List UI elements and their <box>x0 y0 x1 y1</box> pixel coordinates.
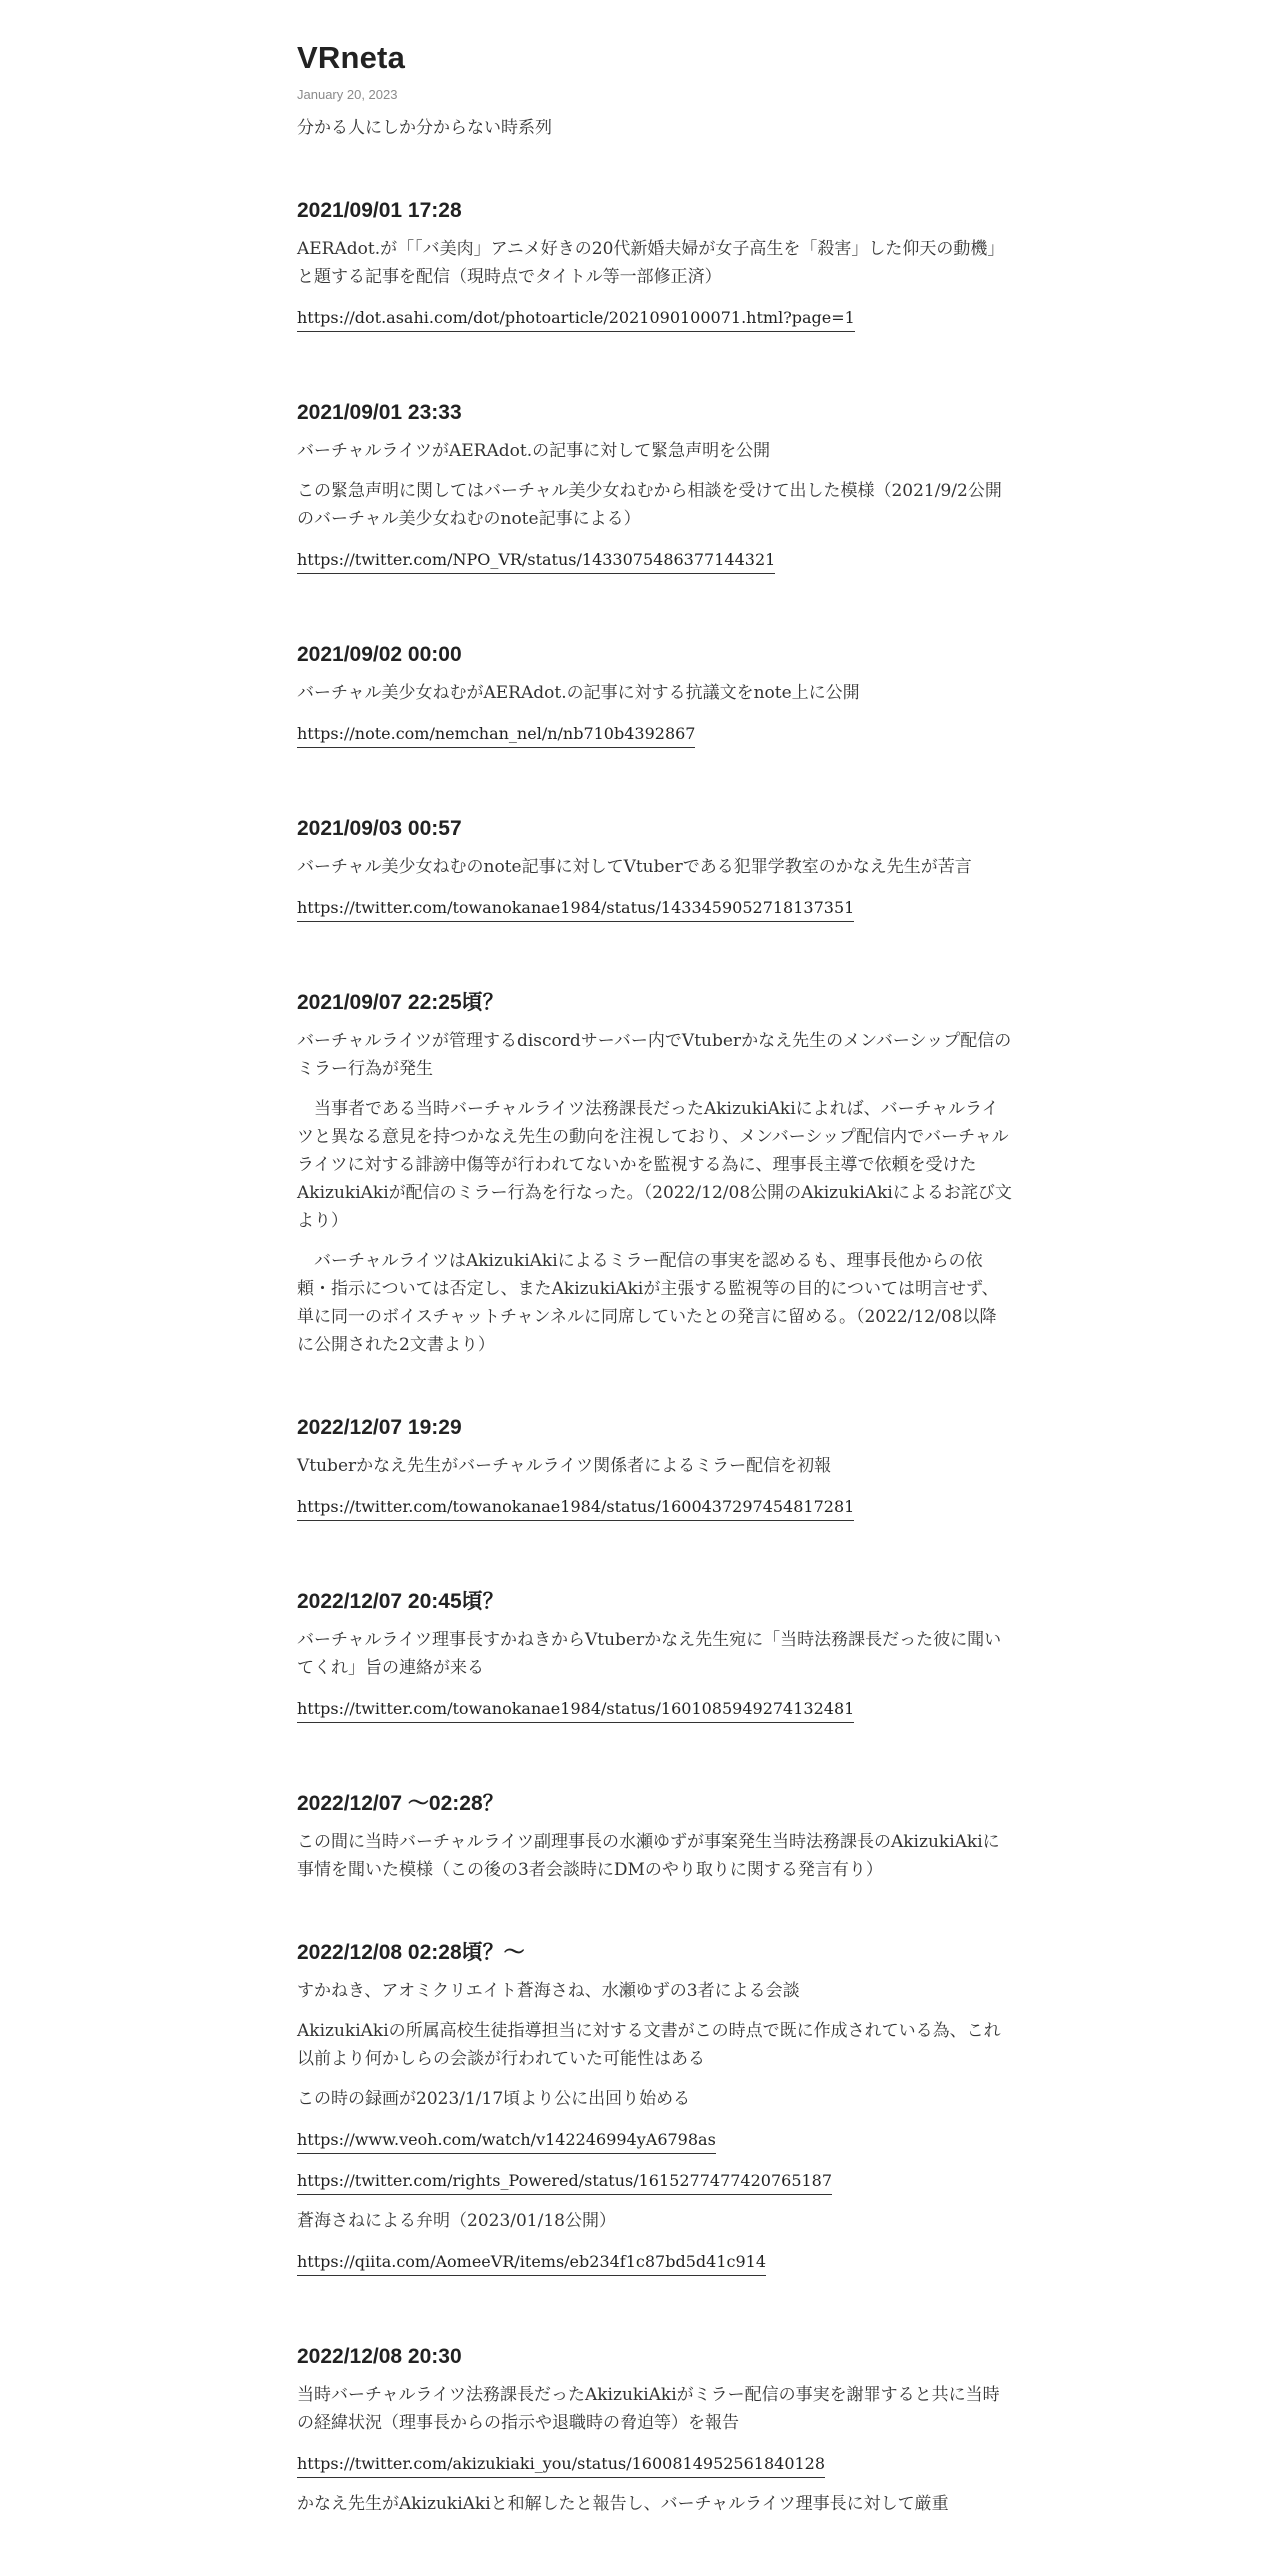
entry-text: この緊急声明に関してはバーチャル美少女ねむから相談を受けて出した模様（2021/9/2公開のバーチャル美少女ねむのnote記事による） <box>297 481 1002 529</box>
entry-heading: 2021/09/01 23:33 <box>297 401 462 424</box>
entry-text: 蒼海さねによる弁明（2023/01/18公開） <box>297 2211 616 2231</box>
source-link[interactable]: https://twitter.com/akizukiaki_you/status/1600814952561840128 <box>297 2451 825 2478</box>
source-link[interactable]: https://twitter.com/towanokanae1984/status/1601085949274132481 <box>297 1696 854 1723</box>
entry-text: すかねき、アオミクリエイト蒼海さね、水瀬ゆずの3者による会談 <box>297 1981 800 2001</box>
entry-text: バーチャルライツ理事長すかねきからVtuberかなえ先生宛に「当時法務課長だった彼に聞いてくれ」旨の連絡が来る <box>297 1630 1002 1678</box>
article <box>297 38 1013 2530</box>
post-subtitle: 分かる人にしか分からない時系列 <box>297 118 552 138</box>
entry-text: バーチャル美少女ねむのnote記事に対してVtuberである犯罪学教室のかなえ先生が苦言 <box>297 857 972 877</box>
timeline-entry <box>297 1413 1013 1533</box>
source-link[interactable]: https://twitter.com/NPO_VR/status/1433075486377144321 <box>297 547 775 574</box>
entry-text: バーチャル美少女ねむがAERAdot.の記事に対する抗議文をnote上に公開 <box>297 683 860 703</box>
timeline-entry <box>297 1789 1013 1884</box>
timeline-entry <box>297 814 1013 934</box>
source-link[interactable]: https://dot.asahi.com/dot/photoarticle/2021090100071.html?page=1 <box>297 305 855 332</box>
entry-text: バーチャルライツがAERAdot.の記事に対して緊急声明を公開 <box>297 441 771 461</box>
timeline-entry <box>297 2342 1013 2518</box>
source-link[interactable]: https://note.com/nemchan_nel/n/nb710b4392867 <box>297 721 695 748</box>
entry-text: 当事者である当時バーチャルライツ法務課長だったAkizukiAkiによれば、バーチャルライツと異なる意見を持つかなえ先生の動向を注視しており、メンバーシップ配信内でバーチャルライツに対する誹謗中傷等が行われてないかを監視する為に、理事長主導で依頼を受けたAkizukiAkiが配信のミラー行為を行なった。（2022/12/08公開のAkizukiAkiによるお詫び文より） <box>297 1099 1012 1231</box>
source-link[interactable]: https://qiita.com/AomeeVR/items/eb234f1c87bd5d41c914 <box>297 2249 766 2276</box>
entry-heading: 2022/12/08 02:28頃？～ <box>297 1941 525 1964</box>
entry-heading: 2021/09/07 22:25頃？ <box>297 991 504 1014</box>
entry-heading: 2021/09/03 00:57 <box>297 817 462 840</box>
source-link[interactable]: https://www.veoh.com/watch/v142246994yA6798as <box>297 2127 716 2154</box>
entry-heading: 2022/12/07 20:45頃？ <box>297 1590 504 1613</box>
site-title[interactable]: VRneta <box>297 40 406 75</box>
entry-heading: 2021/09/01 17:28 <box>297 199 462 222</box>
entry-heading: 2022/12/07 ～02:28？ <box>297 1792 504 1815</box>
entry-text: AkizukiAkiの所属高校生徒指導担当に対する文書がこの時点で既に作成されている為、これ以前より何かしらの会談が行われていた可能性はある <box>297 2021 1001 2069</box>
entry-text: バーチャルライツが管理するdiscordサーバー内でVtuberかなえ先生のメンバーシップ配信のミラー行為が発生 <box>297 1031 1012 1079</box>
source-link[interactable]: https://twitter.com/towanokanae1984/status/1600437297454817281 <box>297 1494 854 1521</box>
entry-text: Vtuberかなえ先生がバーチャルライツ関係者によるミラー配信を初報 <box>297 1456 832 1476</box>
entry-text: かなえ先生がAkizukiAkiと和解したと報告し、バーチャルライツ理事長に対して厳重 <box>297 2494 949 2514</box>
post-date: January 20, 2023 <box>297 87 398 102</box>
entry-text: 当時バーチャルライツ法務課長だったAkizukiAkiがミラー配信の事実を謝罪すると共に当時の経緯状況（理事長からの指示や退職時の脅迫等）を報告 <box>297 2385 1000 2433</box>
entry-heading: 2021/09/02 00:00 <box>297 643 462 666</box>
entry-heading: 2022/12/07 19:29 <box>297 1416 462 1439</box>
timeline-entry <box>297 1587 1013 1735</box>
timeline-entry <box>297 196 1013 344</box>
entry-heading: 2022/12/08 20:30 <box>297 2345 462 2368</box>
entry-text: この間に当時バーチャルライツ副理事長の水瀬ゆずが事案発生当時法務課長のAkizukiAkiに事情を聞いた模様（この後の3者会談時にDMのやり取りに関する発言有り） <box>297 1832 1000 1880</box>
timeline-entry <box>297 640 1013 760</box>
timeline-entry <box>297 988 1013 1359</box>
timeline-entry <box>297 398 1013 586</box>
entry-text: バーチャルライツはAkizukiAkiによるミラー配信の事実を認めるも、理事長他からの依頼・指示については否定し、またAkizukiAkiが主張する監視等の目的については明言せず、単に同一のボイスチャットチャンネルに同席していたとの発言に留める。（2022/12/08以降に公開された2文書より） <box>297 1251 999 1355</box>
source-link[interactable]: https://twitter.com/towanokanae1984/status/1433459052718137351 <box>297 895 854 922</box>
entry-text: AERAdot.が「「バ美肉」アニメ好きの20代新婚夫婦が女子高生を「殺害」した仰天の動機」と題する記事を配信（現時点でタイトル等一部修正済） <box>297 239 1005 287</box>
entry-text: この時の録画が2023/1/17頃より公に出回り始める <box>297 2089 691 2109</box>
source-link[interactable]: https://twitter.com/rights_Powered/status/1615277477420765187 <box>297 2168 832 2195</box>
timeline-entry <box>297 1938 1013 2288</box>
